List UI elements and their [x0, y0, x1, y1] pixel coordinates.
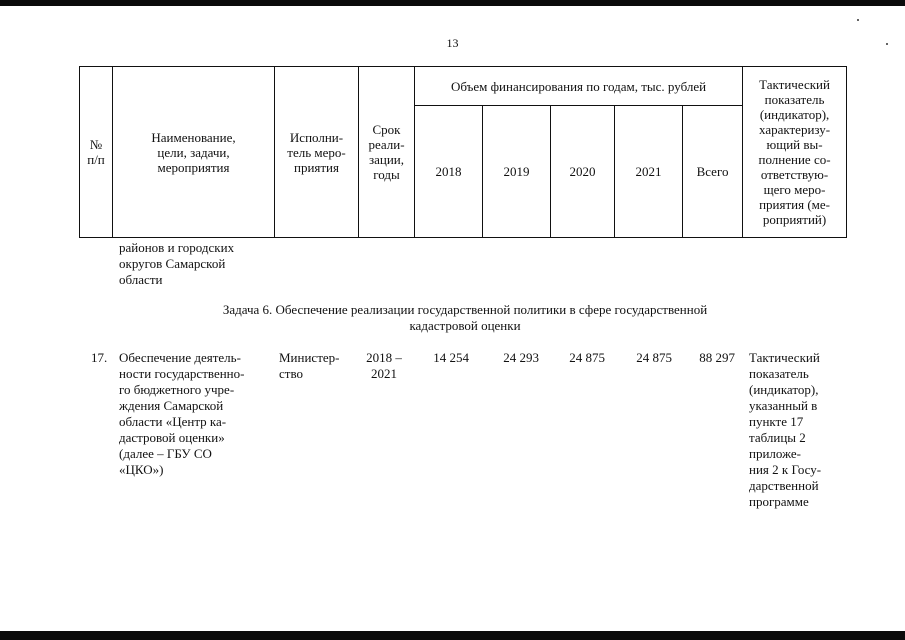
- scan-speck: [857, 19, 859, 21]
- row-value-total: 88 297: [699, 350, 735, 365]
- header-total: Всего: [683, 106, 743, 238]
- row-value-2019: 24 293: [503, 350, 539, 365]
- row-value-2021: 24 875: [636, 350, 672, 365]
- header-executor: Исполни- тель меро- приятия: [275, 67, 359, 238]
- header-number: № п/п: [80, 67, 113, 238]
- header-indicator: Тактический показатель (индикатор), характеризу- ющий вы- полнение со- ответствую- щего меро- приятия (ме- роприятий): [743, 67, 847, 238]
- table-header: [79, 66, 847, 238]
- header-year-2018: 2018: [415, 106, 483, 238]
- row-value-2020: 24 875: [569, 350, 605, 365]
- header-term: Срок реали- зации, годы: [359, 67, 415, 238]
- scan-border-top: [0, 0, 905, 6]
- row-indicator: Тактический показатель (индикатор), указанный в пункте 17 таблицы 2 приложе- ния 2 к Госу- дарственной программе: [749, 350, 822, 509]
- header-financing: Объем финансирования по годам, тыс. рублей: [415, 67, 743, 106]
- header-name: Наименование, цели, задачи, мероприятия: [113, 67, 275, 238]
- header-year-2020: 2020: [551, 106, 615, 238]
- page-number: 13: [446, 36, 459, 50]
- carryover-text: районов и городских округов Самарской области: [119, 240, 235, 287]
- header-year-2021: 2021: [615, 106, 683, 238]
- row-term: 2018 – 2021: [366, 350, 402, 381]
- row-name: Обеспечение деятель- ности государственно- го бюджетного учре- ждения Самарской области «Центр ка- дастровой оценки» (далее – ГБУ СО «ЦКО»): [119, 350, 245, 477]
- row-value-2018: 14 254: [433, 350, 469, 365]
- row-executor: Министер- ство: [279, 350, 340, 381]
- task-title: Задача 6. Обеспечение реализации государственной политики в сфере государственной кадастровой оценки: [222, 302, 708, 333]
- header-year-2019: 2019: [483, 106, 551, 238]
- row-number: 17.: [91, 350, 108, 365]
- scan-border-bottom: [0, 631, 905, 640]
